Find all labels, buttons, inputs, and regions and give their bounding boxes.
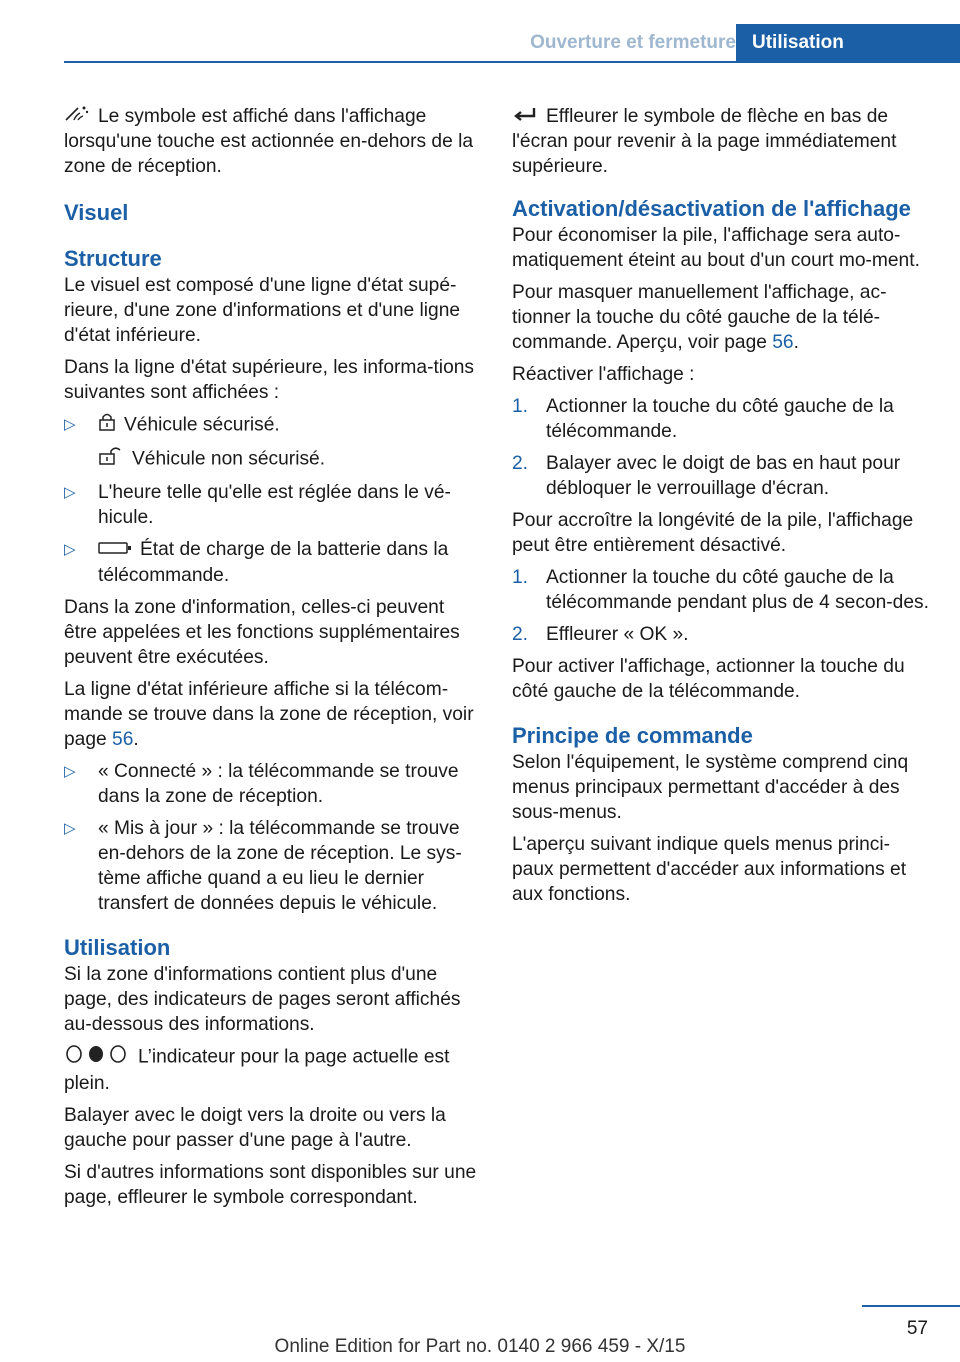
step-text: Actionner la touche du côté gauche de la télécommande. [546,396,894,443]
list-item-text: L'heure telle qu'elle est réglée dans le vé-hicule. [98,482,451,529]
paragraph: Pour accroître la longévité de la pile, l'affichage peut être entièrement désactivé. [512,510,914,557]
back-arrow-icon [512,104,538,129]
bullet-triangle-icon: ▷ [64,484,76,502]
bullet-triangle-icon: ▷ [64,416,76,434]
page-number: 57 [906,1318,928,1339]
heading-structure: Structure [64,246,162,272]
step-text: Effleurer « OK ». [546,624,689,646]
step-item [512,451,930,501]
step-number: 1. [512,396,529,418]
intro-paragraph [64,104,482,179]
list-item [64,480,482,530]
list-item-text: « Mis à jour » : la télécommande se trouve en-dehors de la zone de réception. Le sys-tème affiche quand a eu lieu le dernier transfert de données depuis le véhicule. [98,817,462,914]
paragraph: Dans la ligne d'état supérieure, les informa-tions suivantes sont affichées : [64,357,475,404]
paragraph: Si la zone d'informations contient plus d'une page, des indicateurs de pages seront affichés au-dessous des informations. [64,963,461,1035]
lock-closed-icon [98,412,116,439]
list-item [64,537,482,587]
list-item-text: État de charge de la batterie dans la télécommande. [98,539,449,586]
step-text: Balayer avec le doigt de bas en haut pour débloquer le verrouillage d'écran. [546,453,901,500]
paragraph: L'aperçu suivant indique quels menus princi-paux permettent d'accéder aux informations et aux fonctions. [512,834,907,906]
list-subitem-text: Véhicule non sécurisé. [132,449,326,470]
paragraph-text: Pour masquer manuellement l'affichage, ac-tionner la touche du côté gauche de la télé-commande. Aperçu, voir page [512,282,887,354]
reception-bullet-list [64,759,482,916]
step-item [512,622,930,647]
left-column [64,104,482,1217]
paragraph: Pour masquer manuellement l'affichage, ac-tionner la touche du côté gauche de la télé-commande. Aperçu, voir page 56. [512,282,887,354]
step-text: Actionner la touche du côté gauche de la télécommande pendant plus de 4 secon-des. [546,567,929,614]
page-link[interactable]: 56 [772,332,794,354]
heading-visuel: Visuel [64,200,129,226]
paragraph: Pour activer l'affichage, actionner la touche du côté gauche de la télécommande. [512,656,905,703]
step-number: 2. [512,453,529,475]
paragraph-text: Effleurer le symbole de flèche en bas de l'écran pour revenir à la page immédiatement supérieure. [512,106,897,178]
section-tab-previous[interactable]: Ouverture et fermeture [530,32,736,53]
paragraph: Le visuel est composé d'une ligne d'état supé-rieure, d'une zone d'informations et d'une ligne d'état inférieure. [64,275,461,347]
heading-utilisation: Utilisation [64,934,171,960]
no-signal-icon [64,104,90,129]
page-header [0,0,960,62]
bullet-triangle-icon: ▷ [64,819,76,837]
list-item-text: « Connecté » : la télécommande se trouve dans la zone de réception. [98,760,459,807]
paragraph: Balayer avec le doigt vers la droite ou vers la gauche pour passer d'une page à l'autre. [64,1104,446,1151]
list-item [64,412,482,473]
list-item [64,759,482,809]
list-subitem [98,446,482,473]
intro-text: Le symbole est affiché dans l'affichage lorsqu'une touche est actionnée en-dehors de la zone de réception. [64,106,474,178]
heading-activation: Activation/désactivation de l'affichage [512,196,911,222]
footer-rule [862,1305,960,1307]
paragraph: Pour économiser la pile, l'affichage sera auto-matiquement éteint au bout d'un court mo-ment. [512,225,920,272]
reactivate-steps [512,394,930,501]
paragraph: Selon l'équipement, le système comprend cinq menus principaux permettant d'accéder à des sous-menus. [512,752,909,824]
page-dots-icon [64,1044,130,1071]
paragraph-text: La ligne d'état inférieure affiche si la télécom-mande se trouve dans la zone de réception, voir page [64,678,474,750]
step-number: 1. [512,567,529,589]
paragraph [512,104,930,179]
edition-footer: Online Edition for Part no. 0140 2 966 459 - X/15 [274,1336,686,1357]
step-number: 2. [512,624,529,646]
bullet-triangle-icon: ▷ [64,541,76,559]
paragraph-text: L’indicateur pour la page actuelle est plein. [64,1046,450,1094]
list-item-text: Véhicule sécurisé. [124,415,280,436]
page-link[interactable]: 56 [112,728,134,750]
paragraph: Si d'autres informations sont disponibles sur une page, effleurer le symbole correspondant. [64,1161,477,1208]
deactivate-steps [512,565,930,647]
header-rule [64,61,960,63]
list-item [64,816,482,916]
lock-open-icon [98,446,124,473]
paragraph: Dans la zone d'information, celles-ci peuvent être appelées et les fonctions supplémentaires peuvent être exécutées. [64,596,460,668]
section-tab-current[interactable]: Utilisation [736,24,960,62]
paragraph [64,1044,482,1096]
step-item [512,394,930,444]
status-bullet-list [64,412,482,587]
paragraph: La ligne d'état inférieure affiche si la télécom-mande se trouve dans la zone de réception, voir page 56. [64,678,474,750]
battery-icon [98,538,132,563]
heading-principe: Principe de commande [512,723,753,749]
step-item [512,565,930,615]
right-column [512,104,930,914]
paragraph: Réactiver l'affichage : [512,364,695,386]
bullet-triangle-icon: ▷ [64,762,76,780]
